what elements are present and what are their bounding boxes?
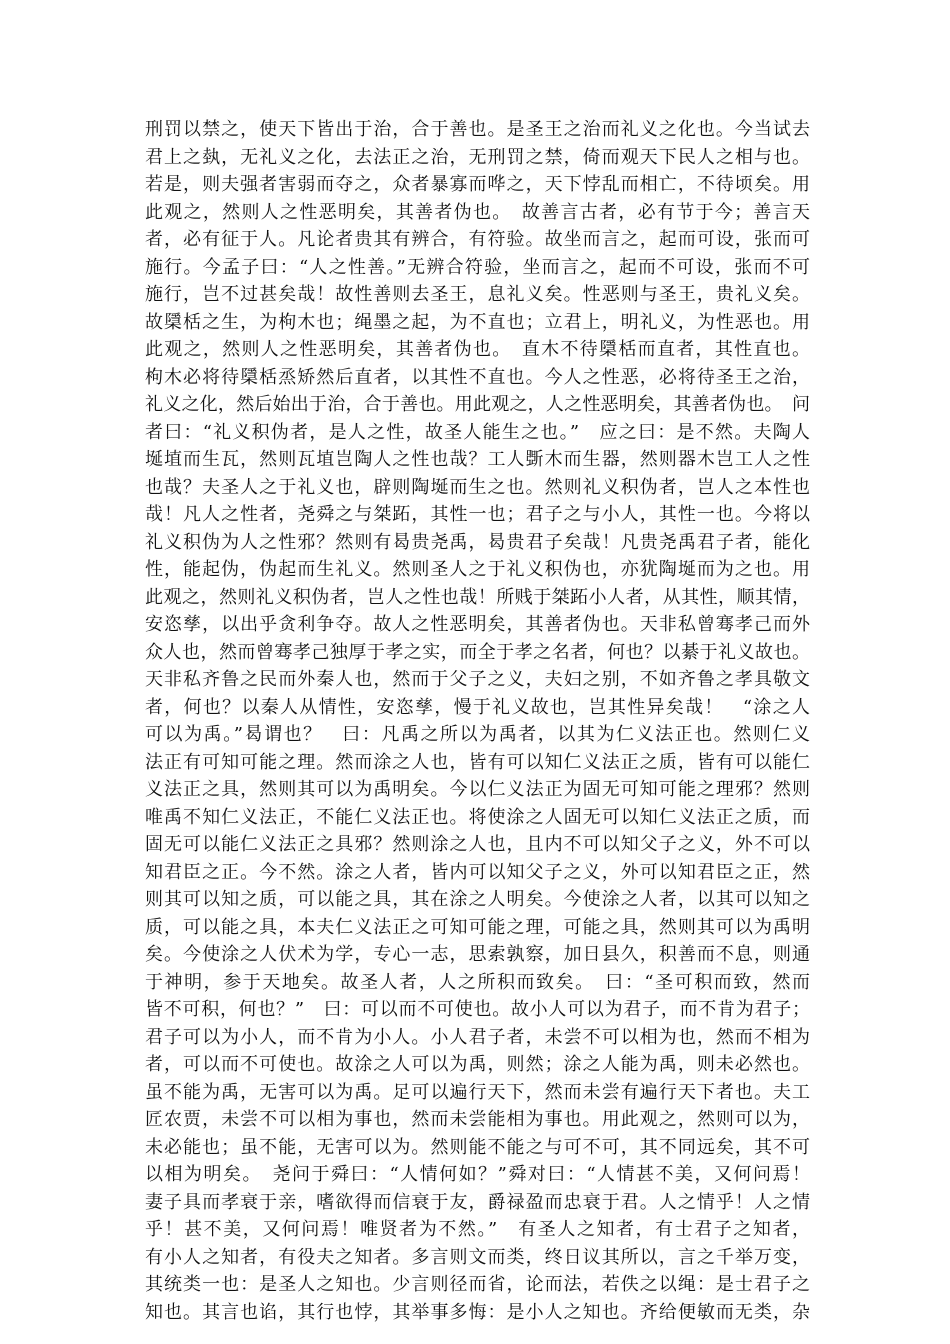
text-line: 则其可以知之质，可以能之具，其在涂之人明矣。今使涂之人者，以其可以知之	[145, 889, 810, 910]
text-line: 若是，则夫强者害弱而夺之，众者暴寡而哗之，天下悖乱而相亡，不待顷矣。用	[145, 174, 810, 195]
text-line: 埏埴而生瓦，然则瓦埴岂陶人之性也哉？工人斲木而生器，然则器木岂工人之性	[145, 449, 810, 470]
text-line: 故檃栝之生，为枸木也；绳墨之起，为不直也；立君上，明礼义，为性恶也。用	[145, 311, 810, 333]
text-line: 唯禹不知仁义法正，不能仁义法正也。将使涂之人固无可以知仁义法正之质，而	[145, 806, 810, 828]
text-line: 此观之，然则人之性恶明矣，其善者伪也。 直木不待檃栝而直者，其性直也。	[145, 339, 810, 360]
text-line: 礼义之化，然后始出于治，合于善也。用此观之，人之性恶明矣，其善者伪也。 问	[145, 394, 810, 415]
text-line: 于神明，参于天地矣。故圣人者，人之所积而致矣。 曰：“圣可积而致，然而	[145, 971, 810, 993]
text-line: 其统类一也：是圣人之知也。少言则径而省，论而法，若佚之以绳：是士君子之	[145, 1274, 810, 1295]
text-line: 未必能也；虽不能，无害可以为。然则能不能之与可不可，其不同远矣，其不可	[145, 1136, 810, 1158]
text-line: 枸木必将待檃栝烝矫然后直者，以其性不直也。今人之性恶，必将待圣王之治，	[145, 366, 810, 388]
text-line: 法正有可知可能之理。然而涂之人也，皆有可以知仁义法正之质，皆有可以能仁	[145, 751, 810, 773]
text-line: 妻子具而孝衰于亲，嗜欲得而信衰于友，爵禄盈而忠衰于君。人之情乎！人之情	[145, 1191, 810, 1213]
text-line: 者，必有征于人。凡论者贵其有辨合，有符验。故坐而言之，起而可设，张而可	[145, 229, 810, 250]
text-line: 可以为禹。”曷谓也？ 曰：凡禹之所以为禹者，以其为仁义法正也。然则仁义	[145, 724, 810, 745]
text-line: 施行。今孟子曰：“人之性善。”无辨合符验，坐而言之，起而不可设，张而不可	[145, 256, 810, 278]
text-line: 矣。今使涂之人伏术为学，专心一志，思索孰察，加日县久，积善而不息，则通	[145, 944, 810, 965]
text-line: 质，可以能之具，本夫仁义法正之可知可能之理，可能之具，然则其可以为禹明	[145, 916, 810, 938]
text-line: 此观之，然则人之性恶明矣，其善者伪也。 故善言古者，必有节于今；善言天	[145, 201, 810, 223]
text-line: 天非私齐鲁之民而外秦人也，然而于父子之义，夫妇之别，不如齐鲁之孝具敬文	[145, 669, 810, 690]
text-line: 也哉？夫圣人之于礼义也，辟则陶埏而生之也。然则礼义积伪者，岂人之本性也	[145, 476, 810, 498]
text-line: 以相为明矣。 尧问于舜曰：“人情何如？”舜对曰：“人情甚不美，又何问焉！	[145, 1164, 810, 1185]
text-line: 皆不可积，何也？” 曰：可以而不可使也。故小人可以为君子，而不肯为君子；	[145, 999, 810, 1020]
text-line: 哉！凡人之性者，尧舜之与桀跖，其性一也；君子之与小人，其性一也。今将以	[145, 504, 810, 525]
text-line: 此观之，然则礼义积伪者，岂人之性也哉！所贱于桀跖小人者，从其性，顺其情，	[145, 586, 810, 608]
text-line: 安恣孳，以出乎贪利争夺。故人之性恶明矣，其善者伪也。天非私曾骞孝己而外	[145, 614, 810, 635]
text-line: 乎！甚不美，又何问焉！唯贤者为不然。” 有圣人之知者，有士君子之知者，	[145, 1219, 810, 1240]
text-line: 者曰：“礼义积伪者，是人之性，故圣人能生之也。” 应之曰：是不然。夫陶人	[145, 421, 810, 443]
text-line: 者，何也？以秦人从情性，安恣孳，慢于礼义故也，岂其性异矣哉！ “涂之人	[145, 696, 810, 718]
text-line: 刑罚以禁之，使天下皆出于治，合于善也。是圣王之治而礼义之化也。今当试去	[145, 119, 810, 140]
text-line: 固无可以能仁义法正之具邪？然则涂之人也，且内不可以知父子之义，外不可以	[145, 834, 810, 855]
text-line: 君上之埶，无礼义之化，去法正之治，无刑罚之禁，倚而观天下民人之相与也。	[145, 146, 810, 168]
text-line: 知君臣之正。今不然。涂之人者，皆内可以知父子之义，外可以知君臣之正，然	[145, 861, 810, 883]
document-page	[145, 116, 810, 1326]
text-line: 虽不能为禹，无害可以为禹。足可以遍行天下，然而未尝有遍行天下者也。夫工	[145, 1081, 810, 1103]
text-line: 施行，岂不过甚矣哉！故性善则去圣王，息礼义矣。性恶则与圣王，贵礼义矣。	[145, 284, 810, 305]
text-line: 义法正之具，然则其可以为禹明矣。今以仁义法正为固无可知可能之理邪？然则	[145, 779, 810, 800]
text-line: 礼义积伪为人之性邪？然则有曷贵尧禹，曷贵君子矣哉！凡贵尧禹君子者，能化	[145, 531, 810, 553]
text-line: 君子可以为小人，而不肯为小人。小人君子者，未尝不可以相为也，然而不相为	[145, 1026, 810, 1048]
text-line: 有小人之知者，有役夫之知者。多言则文而类，终日议其所以，言之千举万变，	[145, 1246, 810, 1268]
text-line: 者，可以而不可使也。故涂之人可以为禹，则然；涂之人能为禹，则未必然也。	[145, 1054, 810, 1075]
text-line: 匠农贾，未尝不可以相为事也，然而未尝能相为事也。用此观之，然则可以为，	[145, 1109, 810, 1130]
text-line: 知也。其言也谄，其行也悖，其举事多悔：是小人之知也。齐给便敏而无类，杂	[145, 1301, 810, 1323]
text-line: 众人也，然而曾骞孝己独厚于孝之实，而全于孝之名者，何也？以綦于礼义故也。	[145, 641, 810, 663]
text-line: 性，能起伪，伪起而生礼义。然则圣人之于礼义积伪也，亦犹陶埏而为之也。用	[145, 559, 810, 580]
